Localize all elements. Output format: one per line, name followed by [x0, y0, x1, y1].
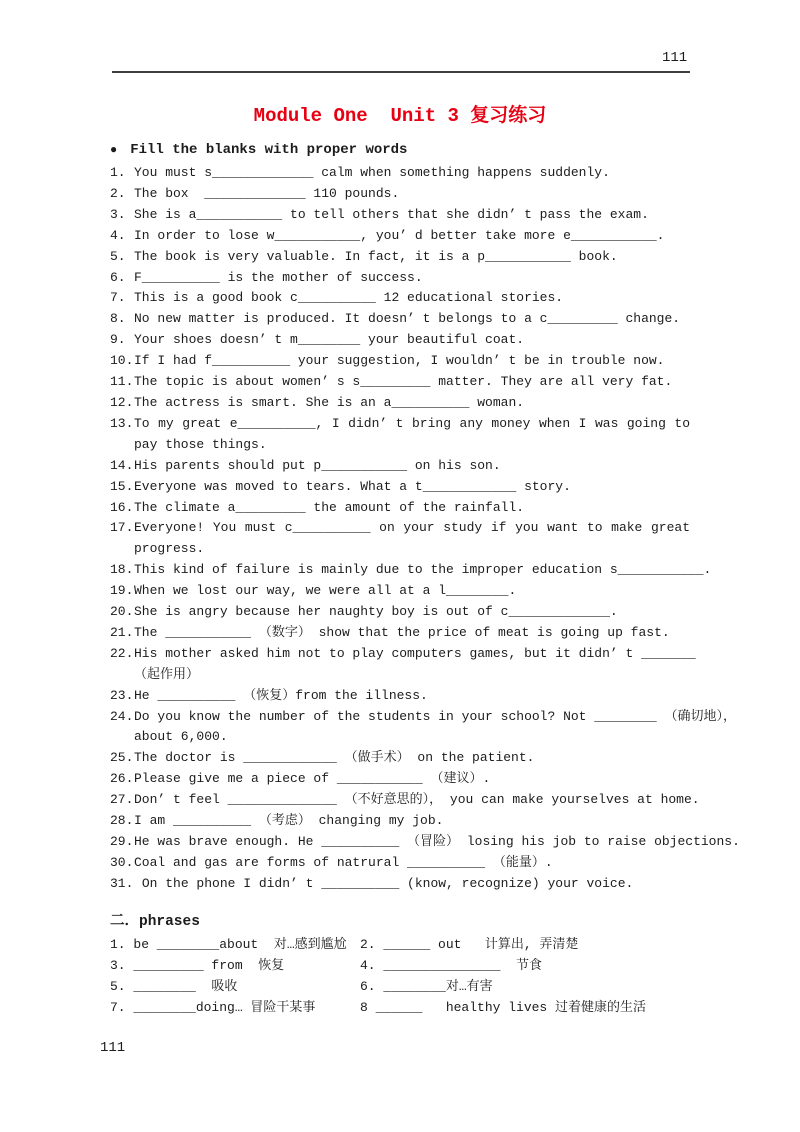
- item-line: The doctor is ____________ （做手术） on the patient.: [134, 750, 535, 766]
- item-number: 2.: [110, 185, 126, 201]
- exercise-item: [110, 268, 750, 289]
- bullet-icon: ●: [110, 143, 118, 157]
- item-lines: [134, 853, 750, 874]
- exercise-item: [110, 874, 750, 895]
- exercise-item: [110, 477, 750, 498]
- section1-heading: [110, 142, 407, 158]
- exercise-item: [110, 372, 750, 393]
- page-title: Module One Unit 3 复习练习: [253, 105, 547, 127]
- phrase-left: 1. be ________about 对…感到尴尬: [110, 937, 347, 952]
- item-number: 20.: [110, 604, 134, 620]
- exercise-item: [110, 623, 750, 644]
- item-line: The book is very valuable. In fact, it is a p___________ book.: [134, 248, 618, 264]
- item-line: She is a___________ to tell others that she didn’ t pass the exam.: [134, 206, 649, 222]
- item-line: No new matter is produced. It doesn’ t belongs to a c_________ change.: [134, 311, 681, 327]
- item-number: 29.: [110, 834, 134, 849]
- item-line: You must s_____________ calm when something happens suddenly.: [134, 165, 610, 180]
- item-lines: [134, 330, 750, 351]
- exercise-item: [110, 811, 750, 832]
- phrase-right: 8 ______ healthy lives 过着健康的生活: [360, 1000, 647, 1015]
- exercise-item: [110, 644, 750, 686]
- item-lines: [134, 748, 750, 769]
- item-number: 31.: [110, 875, 134, 891]
- item-lines: [134, 184, 750, 205]
- item-number: 27.: [110, 792, 134, 808]
- item-line: This kind of failure is mainly due to the improper education s___________.: [134, 562, 712, 578]
- item-lines: [134, 769, 750, 790]
- item-lines: [134, 226, 750, 247]
- phrase-left: 7. ________doing… 冒险干某事: [110, 1000, 316, 1015]
- item-lines: [134, 456, 750, 477]
- item-lines: [134, 581, 750, 602]
- item-number: 15.: [110, 478, 134, 494]
- item-line: Do you know the number of the students in your school? Not ________ （确切地），: [134, 708, 736, 724]
- phrase-right: 6. ________对…有害: [360, 979, 493, 994]
- item-number: 9.: [110, 332, 126, 348]
- item-number: 5.: [110, 248, 126, 264]
- item-line: The climate a_________ the amount of the rainfall.: [134, 499, 525, 515]
- item-line: （起作用）: [134, 666, 200, 682]
- item-line: Don’ t feel ______________ （不好意思的）， you can make yourselves at home.: [134, 792, 700, 808]
- item-line: The actress is smart. She is an a__________ woman.: [134, 394, 525, 410]
- item-line: about 6,000.: [134, 729, 228, 745]
- item-number: 21.: [110, 624, 134, 640]
- item-lines: [134, 372, 750, 393]
- exercise-item: [110, 226, 750, 247]
- item-number: 1.: [110, 165, 126, 180]
- item-number: 28.: [110, 813, 134, 829]
- item-lines: [134, 309, 750, 330]
- section2-heading: 二．phrases: [110, 914, 200, 930]
- item-line: Please give me a piece of ___________ （建议）.: [134, 771, 491, 787]
- item-number: 23.: [110, 687, 134, 703]
- item-lines: [134, 268, 750, 289]
- phrase-right: 2. ______ out 计算出, 弄清楚: [360, 937, 579, 952]
- item-line: In order to lose w___________, you’ d better take more e___________.: [134, 227, 665, 243]
- item-number: 12.: [110, 394, 134, 410]
- item-line: His parents should put p___________ on his son.: [134, 457, 501, 473]
- phrase-left: 3. _________ from 恢复: [110, 958, 285, 973]
- exercise-item: [110, 163, 750, 184]
- phrase-left: 5. ________ 吸收: [110, 979, 238, 994]
- item-number: 14.: [110, 457, 134, 473]
- item-number: 24.: [110, 708, 134, 724]
- item-lines: [134, 205, 750, 226]
- footer-page-number: 111: [100, 1040, 126, 1056]
- section1-heading-text: Fill the blanks with proper words: [130, 142, 408, 158]
- item-number: 4.: [110, 227, 126, 243]
- item-lines: [134, 163, 750, 184]
- item-number: 30.: [110, 854, 134, 870]
- exercise-item: [110, 518, 750, 560]
- phrase-row: [110, 976, 750, 997]
- exercise-item: [110, 602, 750, 623]
- item-number: 13.: [110, 415, 134, 431]
- phrase-row: [110, 934, 750, 955]
- exercise-item: [110, 247, 750, 268]
- phrases-section: [110, 912, 750, 1018]
- exercise-item: [110, 456, 750, 477]
- item-lines: [134, 686, 750, 707]
- item-lines: [134, 247, 750, 268]
- item-line: Coal and gas are forms of natrural __________ （能量）.: [134, 854, 553, 870]
- item-number: 10.: [110, 353, 134, 369]
- item-lines: [134, 560, 750, 581]
- exercise-item: [110, 790, 750, 811]
- item-number: 3.: [110, 206, 126, 222]
- exercise-item: [110, 581, 750, 602]
- item-line: progress.: [134, 541, 205, 557]
- item-number: 25.: [110, 750, 134, 766]
- item-line: He was brave enough. He __________ （冒险） losing his job to raise objections.: [134, 834, 740, 849]
- item-number: 11.: [110, 374, 134, 390]
- exercise-item: [110, 309, 750, 330]
- item-lines: [134, 707, 750, 749]
- item-lines: [134, 477, 750, 498]
- item-number: 8.: [110, 311, 126, 327]
- phrase-right: 4. _______________ 节食: [360, 958, 543, 973]
- fill-blanks-list: [110, 163, 750, 895]
- exercise-item: [110, 288, 750, 309]
- item-number: 7.: [110, 290, 126, 306]
- exercise-item: [110, 748, 750, 769]
- exercise-item: [110, 393, 750, 414]
- item-lines: [134, 790, 750, 811]
- item-lines: [134, 832, 750, 853]
- phrase-row: [110, 997, 750, 1018]
- exercise-item: [110, 560, 750, 581]
- item-lines: [134, 602, 750, 623]
- item-line: This is a good book c__________ 12 educational stories.: [134, 290, 564, 306]
- item-line: pay those things.: [134, 436, 267, 452]
- item-number: 22.: [110, 645, 134, 661]
- item-line: Your shoes doesn’ t m________ your beautiful coat.: [134, 332, 525, 348]
- item-lines: [134, 874, 750, 895]
- item-lines: [134, 644, 750, 686]
- exercise-item: [110, 853, 750, 874]
- item-line: I am __________ （考虑） changing my job.: [134, 813, 444, 829]
- item-line: The box _____________ 110 pounds.: [134, 185, 400, 201]
- item-lines: [134, 623, 750, 644]
- item-lines: [134, 288, 750, 309]
- item-number: 6.: [110, 269, 126, 285]
- item-number: 17.: [110, 520, 134, 536]
- item-line: The ___________ （数字） show that the price of meat is going up fast.: [134, 624, 670, 640]
- item-line: Everyone was moved to tears. What a t____________ story.: [134, 478, 571, 494]
- exercise-item: [110, 330, 750, 351]
- exercise-item: [110, 769, 750, 790]
- item-line: F__________ is the mother of success.: [134, 269, 423, 285]
- item-line: His mother asked him not to play computers games, but it didn’ t _______: [134, 645, 696, 661]
- header-page-number: 111: [662, 50, 688, 66]
- item-lines: [134, 393, 750, 414]
- exercise-item: [110, 414, 750, 456]
- item-line: The topic is about women’ s s_________ matter. They are all very fat.: [134, 374, 673, 390]
- exercise-item: [110, 184, 750, 205]
- item-line: When we lost our way, we were all at a l________.: [134, 583, 517, 599]
- exercise-item: [110, 686, 750, 707]
- phrases-list: [110, 934, 750, 1018]
- item-lines: [134, 518, 750, 560]
- item-line: He __________ （恢复）from the illness.: [134, 687, 428, 703]
- exercise-item: [110, 832, 750, 853]
- item-number: 26.: [110, 771, 134, 787]
- item-number: 19.: [110, 583, 134, 599]
- item-lines: [134, 351, 750, 372]
- item-lines: [134, 498, 750, 519]
- item-lines: [134, 414, 750, 456]
- exercise-item: [110, 351, 750, 372]
- exercise-item: [110, 205, 750, 226]
- item-line: If I had f__________ your suggestion, I wouldn’ t be in trouble now.: [134, 353, 665, 369]
- item-line: She is angry because her naughty boy is out of c_____________.: [134, 604, 618, 620]
- item-line: On the phone I didn’ t __________ (know, recognize) your voice.: [134, 875, 634, 891]
- item-line: Everyone! You must c__________ on your study if you want to make great: [134, 520, 690, 536]
- header-rule: [112, 71, 690, 73]
- item-number: 16.: [110, 499, 134, 515]
- item-lines: [134, 811, 750, 832]
- exercise-item: [110, 498, 750, 519]
- item-line: To my great e__________, I didn’ t bring any money when I was going to: [134, 415, 690, 431]
- exercise-item: [110, 707, 750, 749]
- item-number: 18.: [110, 562, 134, 578]
- phrase-row: [110, 955, 750, 976]
